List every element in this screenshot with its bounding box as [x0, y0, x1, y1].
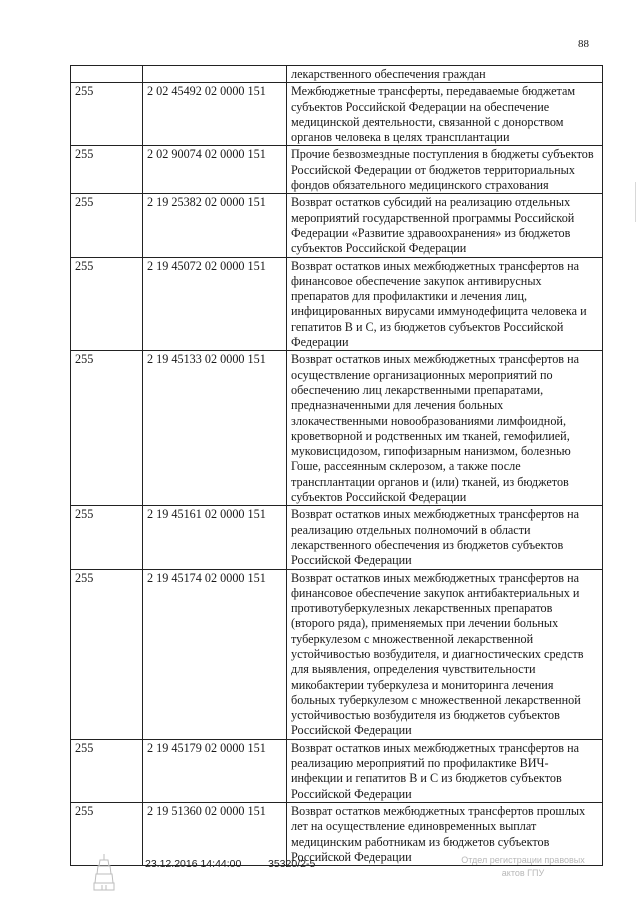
- table-row: [71, 83, 603, 146]
- admin-code-cell: [71, 66, 143, 83]
- description-cell: Возврат остатков межбюджетных трансфертов прошлых лет на осуществление единовременных выплат медицинским работникам из бюджетов субъектов Российской Федерации: [287, 802, 603, 865]
- description-cell: Межбюджетные трансферты, передаваемые бюджетам субъектов Российской Федерации на обеспечение медицинской деятельности, связанной с донорством органов человека в целях трансплантации: [287, 83, 603, 146]
- description-cell: Возврат остатков иных межбюджетных трансфертов на реализацию отдельных полномочий в области лекарственного обеспечения из бюджетов субъектов Российской Федерации: [287, 506, 603, 569]
- admin-code-cell: 255: [71, 257, 143, 351]
- registration-stamp-icon: [93, 852, 115, 892]
- table-row: [71, 146, 603, 194]
- budget-classification-table: [70, 65, 603, 866]
- table-row: [71, 66, 603, 83]
- budget-code-cell: 2 19 51360 02 0000 151: [143, 802, 287, 865]
- admin-code-cell: 255: [71, 506, 143, 569]
- admin-code-cell: 255: [71, 351, 143, 506]
- watermark-line: Отдел регистрации правовых: [461, 855, 585, 865]
- description-cell: лекарственного обеспечения граждан: [287, 66, 603, 83]
- budget-code-cell: 2 19 45133 02 0000 151: [143, 351, 287, 506]
- table-row: [71, 257, 603, 351]
- page-number: 88: [578, 38, 589, 50]
- document-number: 35320/2-5: [268, 858, 316, 870]
- scan-edge-mark: [635, 182, 636, 222]
- description-cell: Возврат остатков иных межбюджетных трансфертов на реализацию мероприятий по профилактике ВИЧ-инфекции и гепатитов В и С из бюджетов субъектов Российской Федерации: [287, 739, 603, 802]
- description-cell: Прочие безвозмездные поступления в бюджеты субъектов Российской Федерации от бюджетов территориальных фондов обязательного медицинского страхования: [287, 146, 603, 194]
- budget-code-cell: 2 19 25382 02 0000 151: [143, 194, 287, 257]
- budget-code-cell: 2 19 45179 02 0000 151: [143, 739, 287, 802]
- admin-code-cell: 255: [71, 739, 143, 802]
- description-cell: Возврат остатков иных межбюджетных трансфертов на осуществление организационных мероприятий по обеспечению лиц лекарственными препаратами, предназначенными для лечения больных злокачественными новообразованиями лимфоидной, кроветворной и родственных им тканей, гемофилией, муковисцидозом, гипофизарным нанизмом, болезнью Гоше, рассеянным склерозом, а также после трансплантации органов и (или) тканей, из бюджетов субъектов Российской Федерации: [287, 351, 603, 506]
- table-row: [71, 194, 603, 257]
- description-cell: Возврат остатков иных межбюджетных трансфертов на финансовое обеспечение закупок антибактериальных и противотуберкулезных лекарственных препаратов (второго ряда), применяемых при лечении больных туберкулезом с множественной лекарственной устойчивостью возбудителя, и диагностических средств для выявления, определения чувствительности микобактерии туберкулеза и мониторинга лечения больных туберкулезом с множественной лекарственной устойчивостью возбудителя из бюджетов субъектов Российской Федерации: [287, 569, 603, 739]
- admin-code-cell: 255: [71, 83, 143, 146]
- description-cell: Возврат остатков иных межбюджетных трансфертов на финансовое обеспечение закупок антивирусных препаратов для профилактики и лечения лиц, инфицированных вирусами иммунодефицита человека и гепатитов В и С, из бюджетов субъектов Российской Федерации: [287, 257, 603, 351]
- budget-code-cell: 2 02 90074 02 0000 151: [143, 146, 287, 194]
- table-row: [71, 739, 603, 802]
- description-cell: Возврат остатков субсидий на реализацию отдельных мероприятий государственной программы Российской Федерации «Развитие здравоохранения» из бюджетов субъектов Российской Федерации: [287, 194, 603, 257]
- registration-date: 23.12.2016 14:44:00: [145, 858, 242, 870]
- admin-code-cell: 255: [71, 802, 143, 865]
- budget-code-cell: 2 19 45174 02 0000 151: [143, 569, 287, 739]
- budget-code-cell: 2 02 45492 02 0000 151: [143, 83, 287, 146]
- registration-watermark: [448, 854, 598, 880]
- watermark-line: актов ГПУ: [501, 868, 545, 878]
- table-row: [71, 569, 603, 739]
- admin-code-cell: 255: [71, 146, 143, 194]
- table-row: [71, 351, 603, 506]
- table-row: [71, 506, 603, 569]
- admin-code-cell: 255: [71, 194, 143, 257]
- admin-code-cell: 255: [71, 569, 143, 739]
- budget-code-cell: [143, 66, 287, 83]
- budget-code-cell: 2 19 45161 02 0000 151: [143, 506, 287, 569]
- budget-code-cell: 2 19 45072 02 0000 151: [143, 257, 287, 351]
